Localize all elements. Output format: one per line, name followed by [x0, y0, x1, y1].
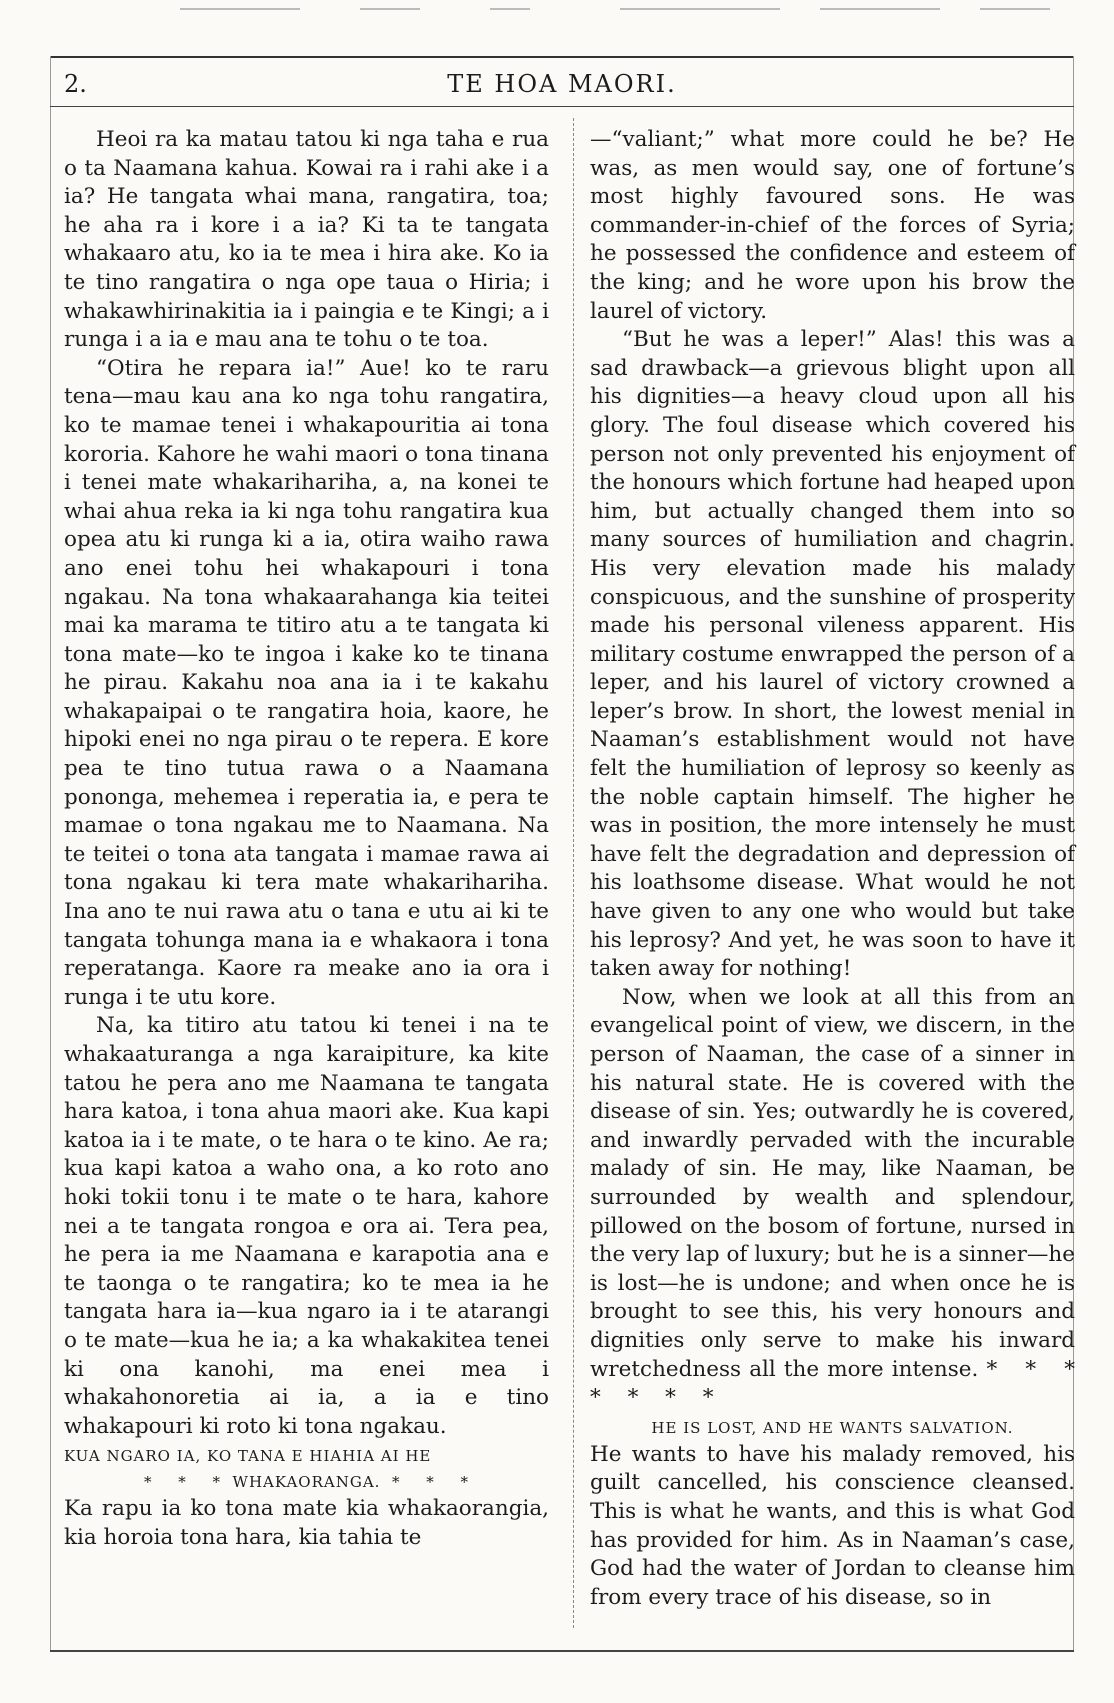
left-paragraph-2: “Otira he repara ia!” Aue! ko te raru tena—mau kau ana ko nga tohu rangatira, ko te mamae tenei i whakapouritia ai tona kororia. Kahore he wahi maori o tona tinana i tenei mate whakarihariha, a, na konei te whai ahua reka ia ki nga tohu rangatira kua opea atu ki runga ki a ia, otira waiho rawa ano enei tohu hei whakapouri i tona ngakau. Na tona whakaarahanga kia teitei mai ka marama te titiro atu a te tangata ki tona mate—ko te ingoa i kake ko te tinana he pirau. Kakahu noa ana ia i te kakahu whakapaipai o te rangatira hoia, kaore, he hipoki enei no nga pirau o te repera. E kore pea te tino tutua rawa o a Naamana pononga, mehemea i reperatia ia, e pera te mamae o tona ngakau me to Naamana. Na te teitei o tona ata tangata i mamae rawa ai tona ngakau ki tera mate whakarihariha. Ina ano te nui rawa atu o tana e utu ai ki te tangata tohunga mana ia e whakaora i tona reperatanga. Kaore ra meake ano ia ora i runga i te utu kore.: [64, 355, 549, 1010]
bottom-rule: [50, 1650, 1074, 1652]
left-subheading-line1: KUA NGARO IA, KO TANA E HIAHIA AI HE: [64, 1447, 432, 1466]
left-closing-paragraph: Ka rapu ia ko tona mate kia whakaorangia, kia horoia tona hara, kia tahia te: [64, 1496, 549, 1550]
left-paragraph-3: Na, ka titiro atu tatou ki tenei i na te whakaaturanga a nga karaipiture, ka kite tatou he pera ano me Naamana te tangata hara katoa, i tona ahua maori ake. Kua kapi katoa ia i te mate, o te hara o te kino. Ae ra; kua kapi katoa a waho ona, a ko roto ano hoki tokii tonu i te mate o te hara, kahore nei a te tangata rongoa e ora ai. Tera pea, he pera ia me Naamana e karapotia ana e te taonga o te rangatira; ko te mea ia he tangata hara ia—kua ngaro ia i te atarangi o te mate—kua he ia; a ka whakakitea tenei ki ona kanohi, ma enei mea i whakahonoretia ai ia, a ia e tino whakapouri ki roto ki tona ngakau.: [64, 1013, 549, 1439]
left-subheading-word: WHAKAORANGA.: [232, 1473, 381, 1492]
right-subheading: HE IS LOST, AND HE WANTS SALVATION.: [651, 1418, 1014, 1437]
left-edge: [50, 56, 51, 1652]
header-rule: [50, 106, 1074, 107]
right-paragraph-1: —“valiant;” what more could he be? He was, as men would say, one of fortune’s most highly favoured sons. He was commander-in-chief of the forces of Syria; he possessed the confidence and esteem of the king; and he wore upon his brow the laurel of victory.: [590, 127, 1075, 324]
left-column: [64, 126, 549, 1553]
left-subheading-stars-left: * * *: [143, 1473, 221, 1492]
newspaper-page: [50, 56, 1074, 1652]
right-paragraph-2: “But he was a leper!” Alas! this was a sad drawback—a grievous blight upon all his dignities—a heavy cloud upon all his glory. The foul disease which covered his person not only prevented his enjoyment of the honours which fortune had heaped upon him, but actually changed them into so many sources of humiliation and chagrin. His very elevation made his malady conspicuous, and the sunshine of prosperity made his personal vileness apparent. His military costume enwrapped the person of a leper, and his laurel of victory crowned a leper’s brow. In short, the lowest menial in Naaman’s establishment would not have felt the humiliation of leprosy so keenly as the noble captain himself. The higher he was in position, the more intensely he must have felt the degradation and depression of his loathsome disease. What would he not have given to any one who would but take his leprosy? And yet, he was soon to have it taken away for nothing!: [590, 327, 1075, 982]
left-subheading-line2: [64, 1471, 549, 1493]
left-subheading-stars-right: * * *: [392, 1473, 470, 1492]
right-paragraph-stars: * * * * * * *: [590, 1356, 1075, 1411]
right-column: [590, 126, 1075, 1612]
right-paragraph-3-text: Now, when we look at all this from an evangelical point of view, we discern, in the person of Naaman, the case of a sinner in his natural state. He is covered with the disease of sin. Yes; outwardly he is covered, and inwardly pervaded with the incurable malady of sin. He may, like Naaman, be surrounded by wealth and splendour, pillowed on the bosom of fortune, nursed in the very lap of luxury; but he is a sinner—he is lost—he is undone; and when once he is brought to see this, his very honours and dignities only serve to make his inward wretchedness all the more intense.: [590, 984, 1075, 1382]
left-paragraph-1: Heoi ra ka matau tatou ki nga taha e rua o ta Naamana kahua. Kowai ra i rahi ake i a ia? He tangata whai mana, rangatira, toa; he aha ra i kore i a ia? Ki ta te tangata whakaaro atu, ko ia te mea i hira ake. Ko ia te tino rangatira o nga ope taua o Hiria; i whakawhirinakitia ia i paingia e te Kingi; a i runga i a ia e mau ana te tohu o te toa.: [64, 127, 549, 353]
right-paragraph-3: [590, 984, 1075, 1413]
running-title: TE HOA MAORI.: [447, 70, 677, 98]
page-header: [60, 66, 1064, 102]
scan-artifacts: [160, 8, 1060, 18]
page-number: 2.: [64, 70, 87, 98]
column-divider: [573, 118, 575, 1628]
top-rule: [50, 56, 1074, 58]
right-closing-paragraph: He wants to have his malady removed, his guilt cancelled, his conscience cleansed. This is what he wants, and this is what God has provided for him. As in Naaman’s case, God had the water of Jordan to cleanse him from every trace of his disease, so in: [590, 1441, 1075, 1610]
